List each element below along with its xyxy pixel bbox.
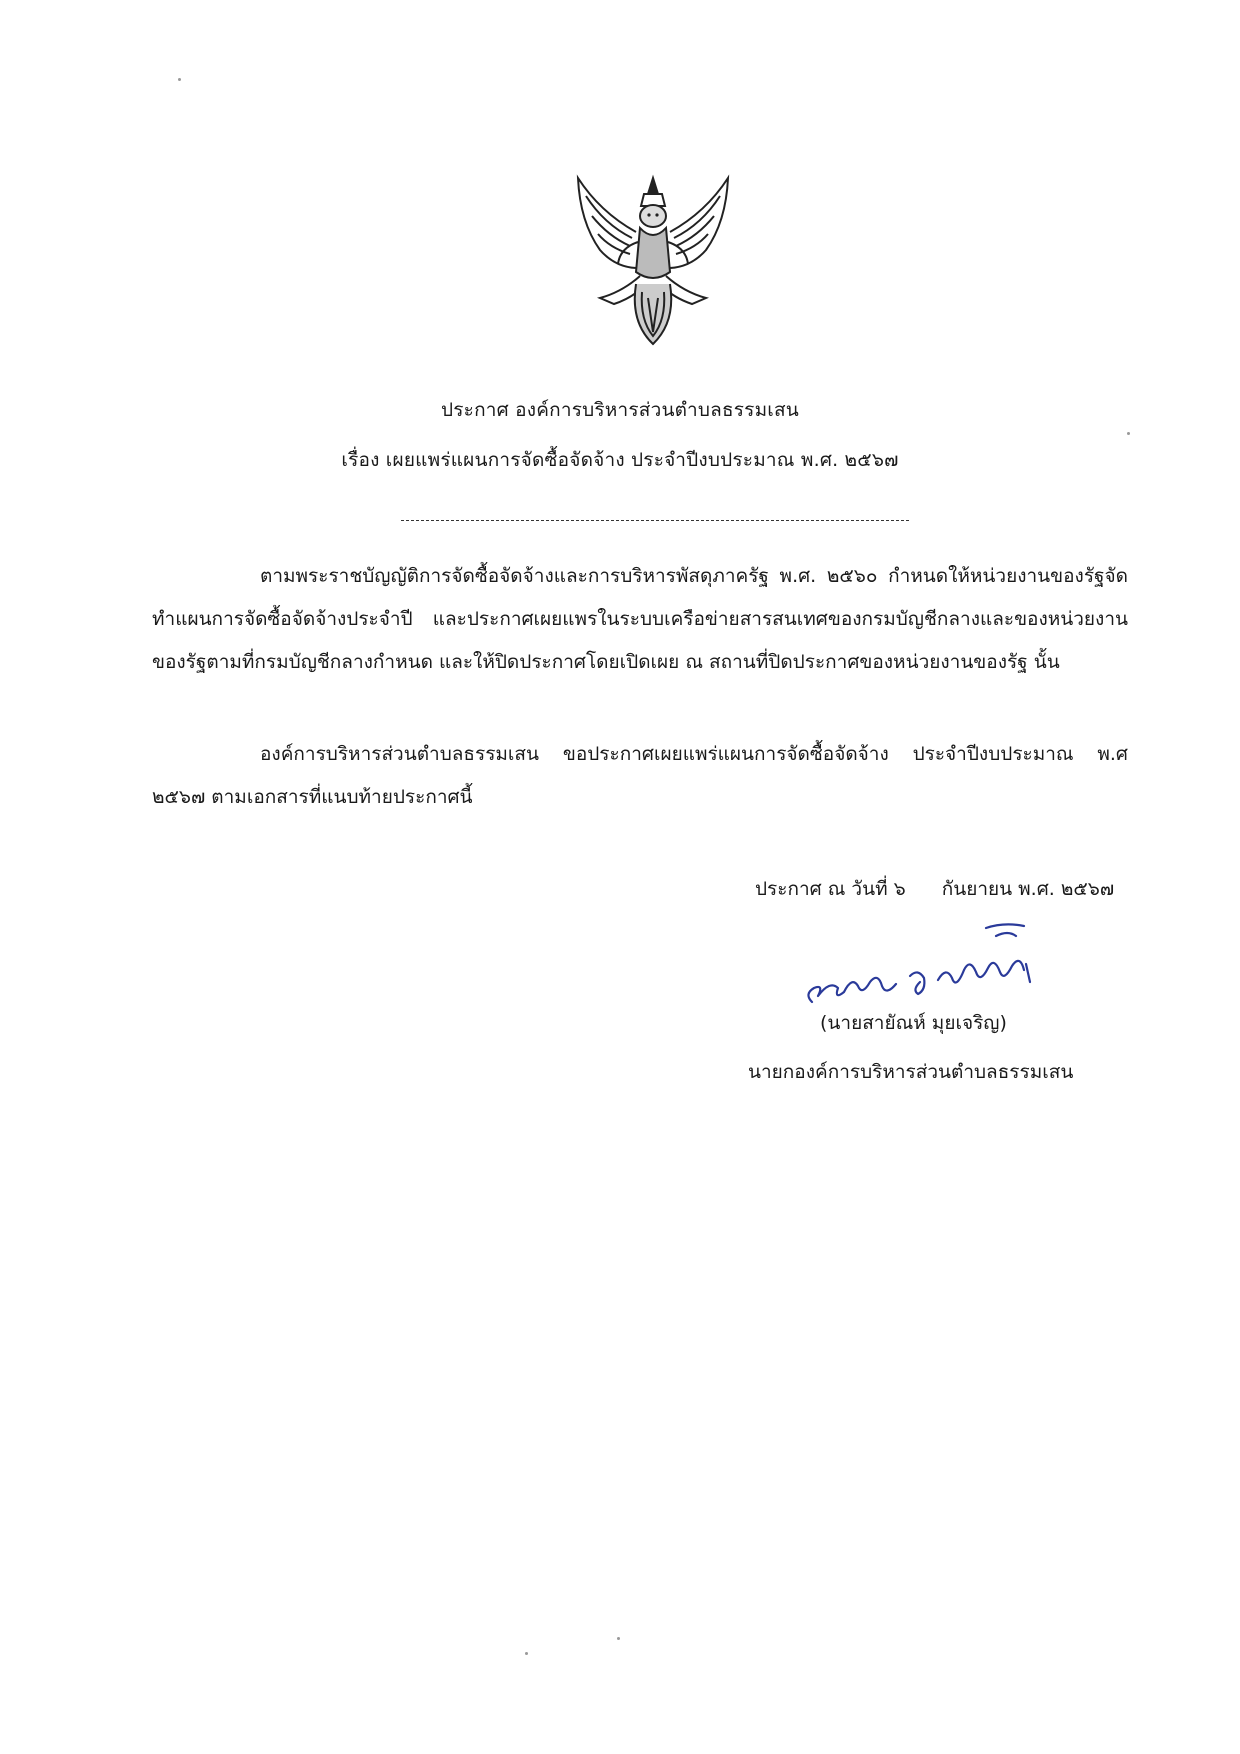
announcement-subject: เรื่อง เผยแพร่แผนการจัดซื้อจัดจ้าง ประจำปีงบประมาณ พ.ศ. ๒๕๖๗ — [341, 449, 899, 471]
dashed-separator — [401, 520, 909, 521]
paragraph-text: ตามพระราชบัญญัติการจัดซื้อจัดจ้างและการบริหารพัสดุภาครัฐ พ.ศ. ๒๕๖๐ กำหนดให้หน่วยงานของรัฐจัดทำแผนการจัดซื้อจัดจ้างประจำปี และประกาศเผยแพรในระบบเครือข่ายสารสนเทศของกรมบัญชีกลางและของหน่วยงานของรัฐตามที่กรมบัญชีกลางกำหนด และให้ปิดประกาศโดยเปิดเผย ณ สถานที่ปิดประกาศของหน่วยงานของรัฐ นั้น — [152, 565, 1128, 673]
scan-speck — [1127, 432, 1130, 435]
signatory-name: (นายสายัณห์ มุยเจริญ) — [820, 1012, 1007, 1034]
body-paragraph-1 — [152, 555, 1128, 684]
garuda-emblem-icon — [570, 172, 736, 350]
announcement-date — [755, 874, 1114, 904]
date-month-year: กันยายน พ.ศ. ๒๕๖๗ — [941, 878, 1115, 900]
paragraph-text: องค์การบริหารส่วนตำบลธรรมเสน ขอประกาศเผยแพร่แผนการจัดซื้อจัดจ้าง ประจำปีงบประมาณ พ.ศ ๒๕๖๗ ตามเอกสารที่แนบท้ายประกาศนี้ — [152, 743, 1128, 808]
handwritten-signature — [800, 910, 1080, 1015]
scan-speck — [178, 78, 181, 81]
scan-speck — [525, 1652, 528, 1655]
date-prefix: ประกาศ ณ วันที่ ๖ — [755, 878, 906, 900]
scan-speck — [617, 1637, 620, 1640]
body-paragraph-2 — [152, 733, 1128, 819]
announcement-heading: ประกาศ องค์การบริหารส่วนตำบลธรรมเสน — [441, 399, 799, 421]
signatory-position: นายกองค์การบริหารส่วนตำบลธรรมเสน — [748, 1061, 1074, 1083]
